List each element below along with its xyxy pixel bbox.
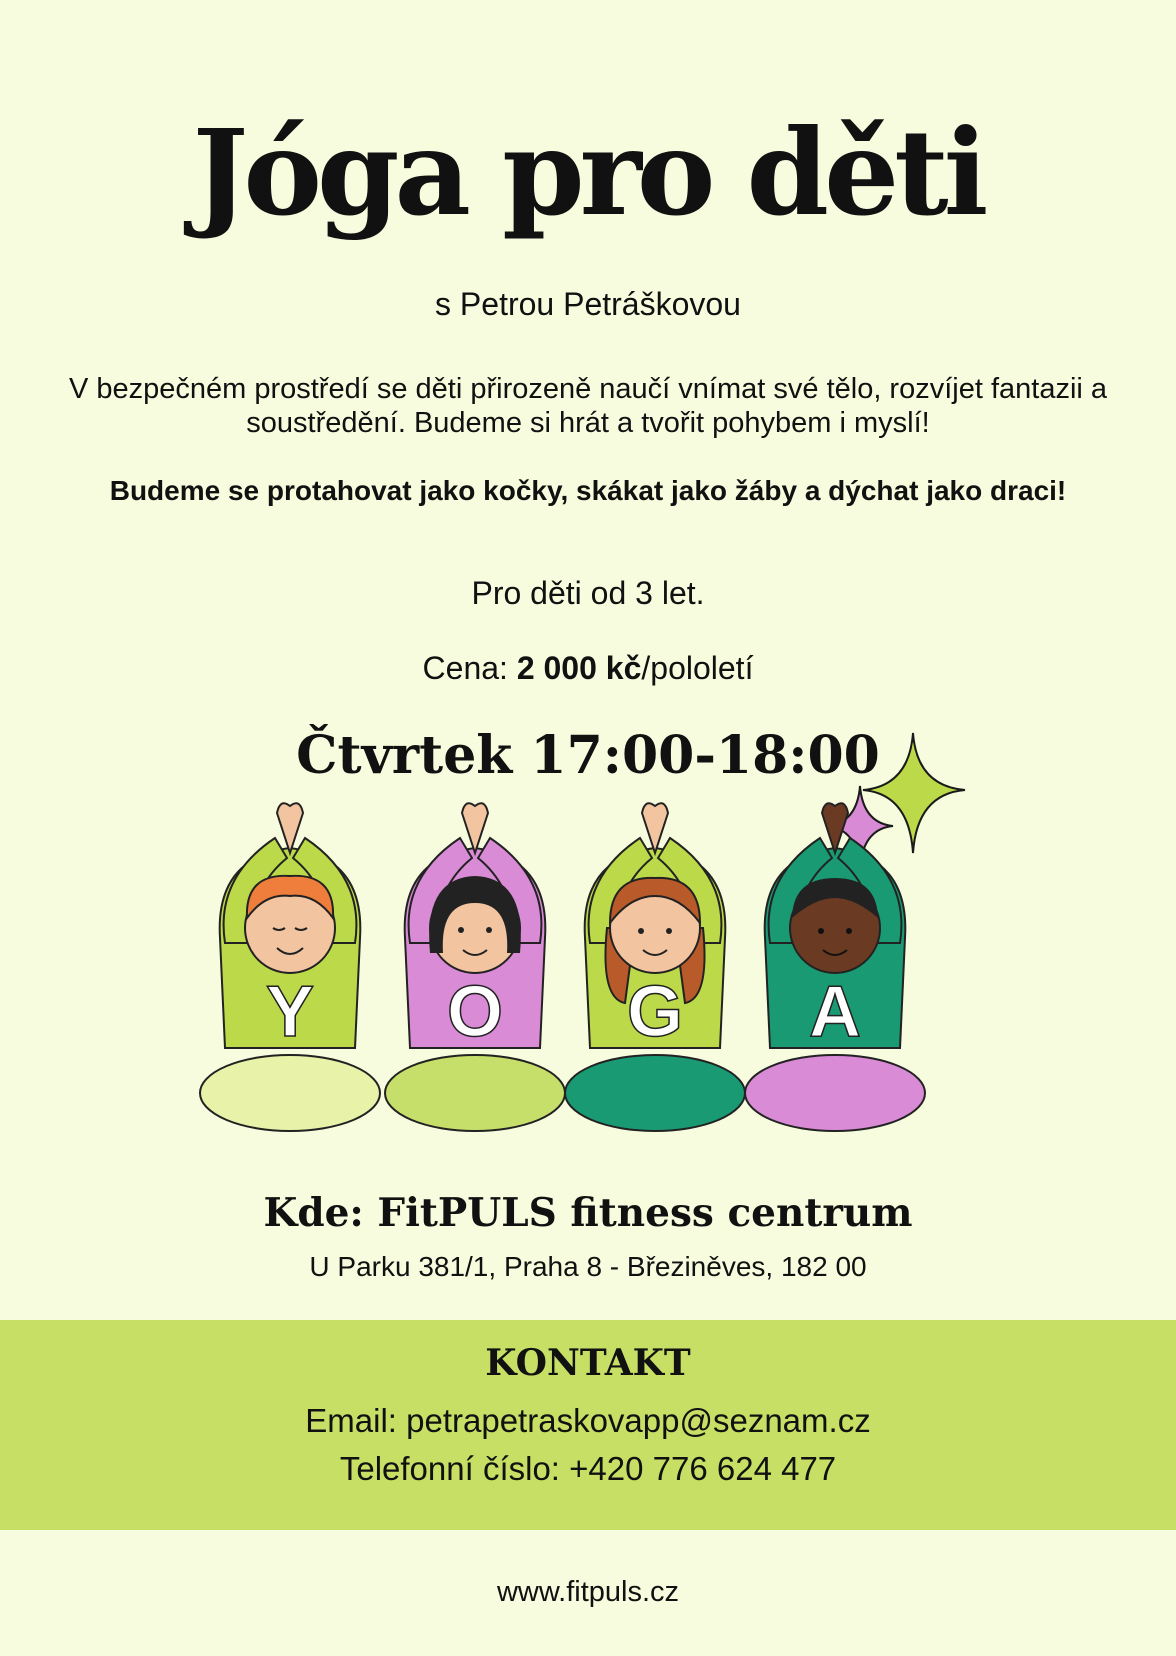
contact-phone[interactable]: Telefonní číslo: +420 776 624 477 (339, 1450, 837, 1487)
letter-g: G (626, 972, 684, 1052)
highlight-paragraph: Budeme se protahovat jako kočky, skákat jako žáby a dýchat jako draci! (109, 475, 1067, 506)
age-info: Pro děti od 3 let. (471, 575, 705, 611)
contact-title: KONTAKT (485, 1342, 691, 1384)
contact-section (0, 1320, 1176, 1530)
kid-figure-y (200, 803, 380, 1131)
instructor-subtitle: s Petrou Petráškovou (435, 286, 741, 322)
price-unit: /pololetí (641, 650, 754, 686)
schedule-time: Čtvrtek 17:00-18:00 (296, 725, 880, 786)
page-title: Jóga pro děti (192, 103, 984, 242)
letter-a: A (809, 972, 861, 1052)
sparkle-icon-lime (863, 733, 965, 853)
contact-email[interactable]: Email: petrapetraskovapp@seznam.cz (305, 1402, 871, 1439)
location-address: U Parku 381/1, Praha 8 - Březiněves, 182 00 (309, 1251, 867, 1282)
price-label: Cena: (422, 650, 517, 686)
kid-figure-o (385, 803, 565, 1131)
letter-y: Y (265, 972, 315, 1052)
website-link[interactable]: www.fitpuls.cz (496, 1576, 680, 1608)
price-amount: 2 000 kč (516, 650, 642, 686)
location-title: Kde: FitPULS fitness centrum (263, 1190, 913, 1236)
yoga-kids-illustration (195, 728, 1015, 1148)
letter-o: O (446, 972, 504, 1052)
price-info (0, 650, 1176, 687)
intro-paragraph: V bezpečném prostředí se děti přirozeně naučí vnímat své tělo, rozvíjet fantazii a soustředění. Budeme si hrát a tvořit pohybem i myslí! (68, 373, 1108, 440)
kid-figure-a (745, 803, 925, 1131)
kid-figure-g (565, 803, 745, 1131)
